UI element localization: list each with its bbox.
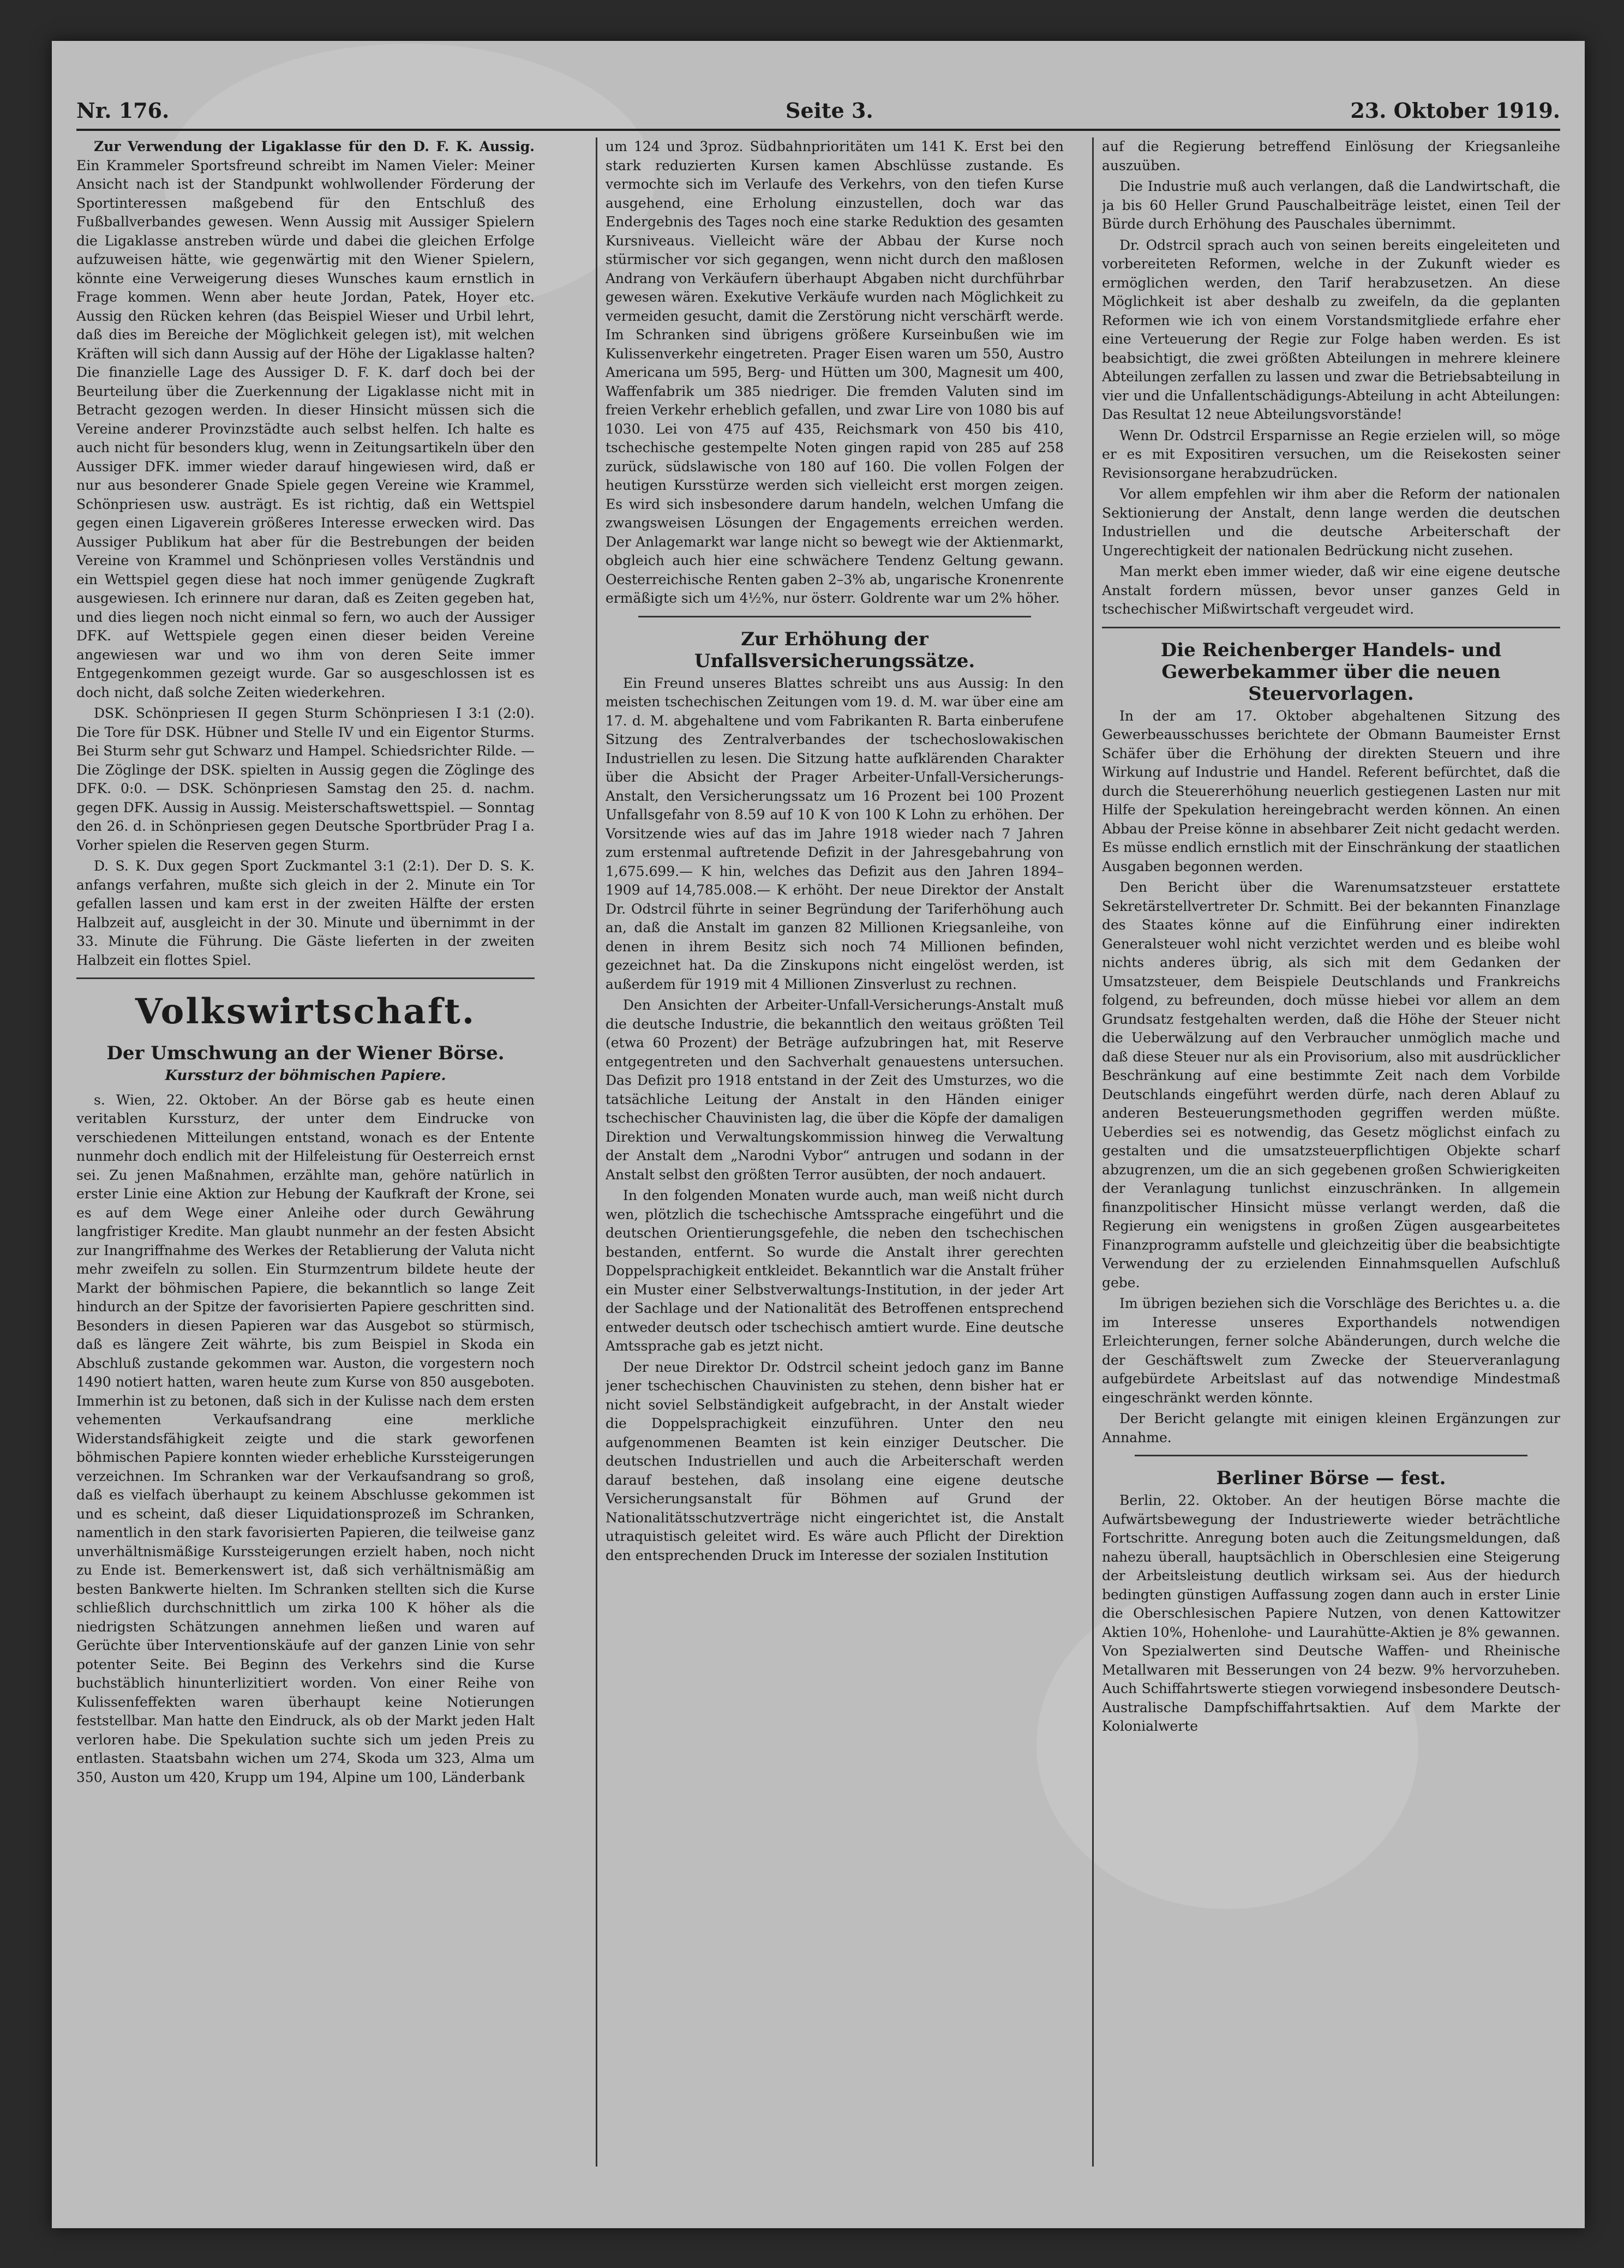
article-rule	[1102, 627, 1560, 628]
article-paragraph: In der am 17. Oktober abgehaltenen Sitzung des Gewerbeausschusses berichtete der Obmann Baumeister Ernst Schäfer über die Erhöhung der direkten Steuern und ihre Wirkung auf Industrie und Handel. Referent befürchtet, daß die durch die Steuererhöhung neuerlich gestiegenen Lasten nur mit Hilfe der Spekulation hereingebracht werden können. An einen Abbau der Preise könne in absehbarer Zeit nicht gedacht werden. Es müsse endlich ernstlich mit der Einschränkung der staatlichen Ausgaben begonnen werden.	[1102, 707, 1560, 874]
article-rule	[638, 616, 1031, 617]
article-paragraph: In den folgenden Monaten wurde auch, man weiß nicht durch wen, plötzlich die tschechische Amtssprache eingeführt und die deutschen Orientierungsgefehle, die neben den tschechischen bestanden, entfernt. So wurde die Anstalt ihrer gerechten Doppelsprachigkeit entkleidet. Bekanntlich war die Anstalt früher ein Muster einer Selbstverwaltungs-Institution, in der jeder Art der Sachlage und der Nationalität des Betroffenen entsprechend entweder deutsch oder tschechisch amtiert wurde. Eine deutsche Amtssprache gab es jetzt nicht.	[606, 1187, 1064, 1354]
article-paragraph: Vor allem empfehlen wir ihm aber die Reform der nationalen Sektionierung der Anstalt, denn lange werden die deutschen Industriellen und die deutsche Arbeiterschaft der Ungerechtigkeit der nationalen Bedrückung nicht zusehen.	[1102, 486, 1560, 559]
article-paragraph: Man merkt eben immer wieder, daß wir eine eigene deutsche Anstalt fordern müssen, bevor unser ganzes Geld in tschechischer Mißwirtschaft vergeudet wird.	[1102, 563, 1560, 617]
column-3	[1102, 137, 1560, 2167]
section-title: Volkswirtschaft.	[135, 991, 476, 1032]
article-paragraph: Ein Freund unseres Blattes schreibt uns aus Aussig: In den meisten tschechischen Zeitungen vom 19. d. M. war über eine am 17. d. M. abgehaltene und vom Fabrikanten R. Barta einberufene Sitzung des Zentralverbandes der tschechoslowakischen Industriellen zu lesen. Die Sitzung hatte aufklärenden Charakter über die Absicht der Prager Arbeiter-Unfall-Versicherungs-Anstalt, den Versicherungssatz um 16 Prozent bei 100 Prozent Unfallsgefahr von 8.59 auf 10 K von 100 K Lohn zu erhöhen. Der Vorsitzende wies auf das im Jahre 1918 wieder nach 7 Jahren zum erstenmal auftretende Defizit in der Jahresgebahrung von 1,675.699.— K hin, welches das Defizit aus den Jahren 1894–1909 auf 14,785.008.— K erhöht. Der neue Direktor der Anstalt Dr. Odstrcil führte in seiner Begründung der Tariferhöhung auch an, daß die Anstalt im ganzen 82 Millionen Kriegsanleihe, von denen in ihrem Besitz sich noch 74 Millionen befinden, gezeichnet hat. Da die Zinskupons nicht eingelöst werden, ist außerdem für 1919 mit 4 Millionen Zinsverlust zu rechnen.	[606, 675, 1064, 992]
article-paragraph: s. Wien, 22. Oktober. An der Börse gab es heute einen veritablen Kurssturz, der unter dem Eindrucke von verschiedenen Mitteilungen entstand, wonach es der Entente nunmehr doch endlich mit der Hilfeleistung für Oesterreich ernst sei. Zu jenen Maßnahmen, erzählte man, gehöre natürlich in erster Linie eine Aktion zur Hebung der Kaufkraft der Krone, sei es auf dem Wege einer Anleihe oder durch Gewährung langfristiger Kredite. Man glaubt nunmehr an der festen Absicht zur Inangriffnahme des Werkes der Retablierung der Valuta nicht mehr zweifeln zu sollen. Ein Sturmzentrum bildete heute der Markt der böhmischen Papiere, die bekanntlich so lange Zeit hindurch an der Spitze der favorisierten Papiere geschritten sind. Besonders in diesen Papieren war das Ausgebot so stürmisch, daß es längere Zeit währte, bis zum Beispiel in Skoda ein Abschluß zustande gekommen war. Auston, die vorgestern noch 1490 notiert hatten, waren heute zum Kurse von 850 ausgeboten. Immerhin ist zu betonen, daß sich in der Kulisse nach dem ersten vehementen Verkaufsandrang eine merkliche Widerstandsfähigkeit zeigte und die stark geworfenen böhmischen Papiere konnten wieder erhebliche Kurssteigerungen verzeichnen. Im Schranken war der Verkaufsandrang so groß, daß es vielfach überhaupt zu keinem Abschlusse gekommen ist und es scheint, daß dieser Liquidationsprozeß im Schranken, namentlich in den stark favorisierten Papieren, die teilweise ganz unverhältnismäßige Kurssteigerungen erzielt haben, noch nicht zu Ende ist. Bemerkenswert ist, daß sich verhältnismäßig am besten Bankwerte hielten. Im Schranken stellten sich die Kurse schließlich durchschnittlich um zirka 100 K höher als die niedrigsten Schätzungen annehmen ließen und waren auf Gerüchte über Interventionskäufe auf der ganzen Linie von sehr potenter Seite. Bei Beginn des Verkehrs sind die Kurse buchstäblich hinunterlizitiert worden. Von einer Reihe von Kulissenfeffekten waren überhaupt keine Notierungen feststellbar. Man hatte den Eindruck, als ob der Markt jeden Halt verloren habe. Die Spekulation suchte sich um jeden Preis zu entlasten. Staatsbahn wichen um 274, Skoda um 323, Alma um 350, Auston um 420, Krupp um 194, Alpine um 100, Länderbank	[76, 1091, 535, 1785]
article-title: Die Reichenberger Handels- und Gewerbekammer über die neuen Steuervorlagen.	[1160, 639, 1502, 705]
article-paragraph: um 124 und 3proz. Südbahnprioritäten um 141 K. Erst bei den stark reduzierten Kursen kamen Abschlüsse zustande. Es vermochte sich im Verlaufe des Verkehrs, von den tiefen Kurse ausgehend, eine Erholung einzustellen, doch war das Endergebnis des Tages noch eine starke Reduktion des gesamten Kursniveaus. Vielleicht wäre der Abbau der Kurse noch stürmischer vor sich gegangen, wenn nicht durch den maßlosen Andrang von Verkäufern überhaupt Abgaben nicht durchführbar gewesen wären. Exekutive Verkäufe wurden nach Möglichkeit zu vermeiden gesucht, damit die Zerstörung nicht verschärft werde. Im Schranken sind übrigens größere Kurseinbußen wie im Kulissenverkehr eingetreten. Prager Eisen waren um 550, Austro Americana um 595, Berg- und Hütten um 300, Magnesit um 400, Waffenfabrik um 385 niedriger. Die fremden Valuten sind im freien Verkehr erheblich gefallen, und zwar Lire von 1080 bis auf 1030. Lei von 475 auf 435, Reichsmark von 450 bis 410, tschechische gestempelte Noten gingen rapid von 285 auf 258 zurück, südslawische von 180 auf 160. Die vollen Folgen der heutigen Kursstürze werden sich vielleicht erst morgen zeigen. Es wird sich insbesondere darum handeln, welchen Umfang die zwangsweisen Lösungen der Engagements erreichen werden. Der Anlagemarkt war lange nicht so bewegt wie der Aktienmarkt, obgleich auch hier eine schwächere Tendenz Geltung gewann. Oesterreichische Renten gaben 2–3% ab, ungarische Kronenrente ermäßigte sich um 4½%, nur österr. Goldrente war um 2% höher.	[606, 139, 1064, 606]
column-divider	[1092, 137, 1094, 2167]
column-2	[606, 137, 1064, 2167]
article-subtitle: Kurssturz der böhmischen Papiere.	[165, 1067, 446, 1084]
article-paragraph: Die Industrie muß auch verlangen, daß die Landwirtschaft, die ja bis 60 Heller Grund Pauschalbeiträge leistet, einen Teil der Bürde durch Erhöhung des Pauschales übernimmt.	[1102, 178, 1560, 232]
article-paragraph: auf die Regierung betreffend Einlösung der Kriegsanleihe auszuüben.	[1102, 139, 1560, 173]
article-paragraph: Den Bericht über die Warenumsatzsteuer erstattete Sekretärstellvertreter Dr. Schmitt. Bei der bekannten Finanzlage des Staates könne auf die Einführung einer indirekten Generalsteuer wohl nicht verzichtet werden und es bleibe wohl nichts anderes übrig, als sich mit dem Gedanken der Umsatzsteuer, dem Beispiele Deutschlands und Frankreichs folgend, zu befreunden, doch müsse hiebei vor allem an dem Grundsatz festgehalten werden, daß die Höhe der Steuer nicht die Ueberwälzung auf den Verbraucher unmöglich mache und daß diese Steuer nur als ein Provisorium, also mit ausdrücklicher Beschränkung auf eine bestimmte Zeit nach dem Vorbilde Deutschlands eingeführt werden dürfe, nach deren Ablauf zu anderen Besteuerungsmethoden gegriffen werden müßte. Ueberdies sei es notwendig, das Gesetz möglichst einfach zu gestalten und die umsatzsteuerpflichtigen Objekte scharf abzugrenzen, um die an sich gegebenen großen Schwierigkeiten der Veranlagung tunlichst einzuschränken. In allgemein finanzpolitischer Hinsicht müsse verlangt werden, daß die Regierung ein wenigstens in großen Zügen ausgearbeitetes Finanzprogramm aufstelle und gleichzeitig über die beabsichtigte Verwendung der zu erzielenden Einnahmsquellen Aufschluß gebe.	[1102, 879, 1560, 1291]
sport-result: DSK. Schönpriesen II gegen Sturm Schönpriesen I 3:1 (2:0). Die Tore für DSK. Hübner und Stelle IV und ein Eigentor Sturms. Bei Sturm sehr gut Schwarz und Hampel. Schiedsrichter Rilde. — Die Zöglinge der DSK. spielten in Aussig gegen die Zöglinge des DFK. 0:0. — DSK. Schönpriesen Samstag den 25. d. nachm. gegen DFK. Aussig in Aussig. Meisterschaftswettspiel. — Sonntag den 26. d. in Schönpriesen gegen Deutsche Sportbrüder Prag I a. Vorher spielen die Reserven gegen Sturm.	[76, 705, 535, 853]
article-title: Zur Erhöhung der Unfallsversicherungssätze.	[694, 628, 975, 672]
column-divider	[596, 137, 597, 2167]
article-paragraph: Der neue Direktor Dr. Odstrcil scheint jedoch ganz im Banne jener tschechischen Chauvinisten zu stehen, denn bisher hat er nicht soviel Selbständigkeit aufgebracht, in der Anstalt wieder die Doppelsprachigkeit einzuführen. Unter den neu aufgenommenen Beamten ist kein einziger Deutscher. Die deutschen Industriellen und auch die Arbeiterschaft werden darauf bestehen, daß insolang eine eigene deutsche Versicherungsanstalt für Böhmen auf Grund der Nationalitätsschutzverträge nicht eingerichtet ist, die Anstalt utraquistisch geleitet wird. Es wäre auch Pflicht der Direktion den entsprechenden Druck im Interesse der sozialen Institution	[606, 1359, 1064, 1563]
section-rule	[76, 977, 535, 979]
page-number: Seite 3.	[786, 98, 873, 123]
article-title: Berliner Börse — fest.	[1216, 1467, 1446, 1489]
issue-date: 23. Oktober 1919.	[1350, 98, 1560, 123]
article-paragraph: Der Bericht gelangte mit einigen kleinen Ergänzungen zur Annahme.	[1102, 1411, 1560, 1445]
sport-result: D. S. K. Dux gegen Sport Zuckmantel 3:1 (2:1). Der D. S. K. anfangs verfahren, mußte sich gleich in der 2. Minute ein Tor gefallen lassen und kam erst in der zweiten Hälfte der ersten Halbzeit auf, ausgleicht in der 30. Minute und übernimmt in der 33. Minute die Führung. Die Gäste lieferten in der zweiten Halbzeit ein flottes Spiel.	[76, 858, 535, 968]
article-paragraph: Den Ansichten der Arbeiter-Unfall-Versicherungs-Anstalt muß die deutsche Industrie, die bekanntlich den weitaus größten Teil (etwa 60 Prozent) der Beträge aufzubringen hat, mit Reserve entgegentreten und den Sachverhalt genauestens untersuchen. Das Defizit pro 1918 entstand in der Zeit des Umsturzes, wo die tatsächliche Leitung der Anstalt in den Händen einiger tschechischer Chauvinisten lag, die über die Köpfe der damaligen Direktion und Verwaltungskommission hinweg die Verwaltung der Anstalt dem „Narodni Vybor“ antrugen und sodann in der Anstalt selbst den größten Terror ausübten, der noch andauert.	[606, 997, 1064, 1183]
article-paragraph: Im übrigen beziehen sich die Vorschläge des Berichtes u. a. die im Interesse unseres Exporthandels notwendigen Erleichterungen, ferner solche Abänderungen, durch welche die der Geschäftswelt zum Zwecke der Steuerveranlagung aufgebürdete Arbeitslast auf das notwendige Mindestmaß eingeschränkt werden könnte.	[1102, 1295, 1560, 1406]
header-rule	[76, 129, 1560, 131]
article-paragraph: Berlin, 22. Oktober. An der heutigen Börse machte die Aufwärtsbewegung der Industriewerte wieder beträchtliche Fortschritte. Anregung boten auch die Zeitungsmeldungen, daß nahezu überall, hauptsächlich in Oberschlesien eine Steigerung der Arbeitsleistung deutlich wirksam sei. Aus der hiedurch bedingten günstigen Auffassung zogen dann auch in erster Linie die Oberschlesischen Papiere Nutzen, von denen Kattowitzer Aktien 10%, Hohenlohe- und Laurahütte-Aktien je 8% gewannen. Von Spezialwerten sind Deutsche Waffen- und Rheinische Metallwaren mit Besserungen von 24 bezw. 9% hervorzuheben. Auch Schiffahrtswerte stiegen vorwiegend insbesondere Deutsch-Australische Dampfschiffahrtsaktien. Auf dem Markte der Kolonialwerte	[1102, 1492, 1560, 1734]
sport-lead: Zur Verwendung der Ligaklasse für den D. F. K. Aussig.	[94, 139, 535, 154]
article-rule	[1135, 1455, 1527, 1456]
sport-body: Ein Krammeler Sportsfreund schreibt im Namen Vieler: Meiner Ansicht nach ist der Standpunkt wohlwollender Förderung der Sportinteressen maßgebend für den Entschluß des Fußballverbandes gewesen. Wenn Aussig mit Aussiger Spielern die Ligaklasse anstreben würde und dabei die gleichen Erfolge aufzuweisen hätte, wie gegenwärtig mit den Wiener Spielern, könnte eine Verweigerung dieses Wunsches kaum ernstlich in Frage kommen. Wenn aber heute Jordan, Patek, Hoyer etc. Aussig den Rücken kehren (das Beispiel Wieser und Urbil lehrt, daß dies im Bereiche der Möglichkeit gelegen ist), mit welchen Kräften will sich dann Aussig auf der Höhe der Ligaklasse halten? Die finanzielle Lage des Aussiger D. F. K. darf doch bei der Beurteilung über die Zuerkennung der Ligaklasse nicht mit in Betracht gezogen werden. In dieser Hinsicht müssen sich die Vereine anderer Provinzstädte auch selbst helfen. Ich halte es auch nicht für besonders klug, wenn in Zeitungsartikeln über den Aussiger DFK. immer wieder darauf hingewiesen wird, daß er nur aus besonderer Gnade Spiele gegen Vereine wie Krammel, Schönpriesen usw. austrägt. Es ist richtig, daß ein Wettspiel gegen einen Ligaverein größeres Interesse erwecken wird. Das Aussiger Publikum hat aber für die Bestrebungen der beiden Vereine von Krammel und Schönpriesen volles Verständnis und ein Wettspiel gegen diese hat noch immer genügende Zugkraft ausgewiesen. Ich erinnere nur daran, daß es Zeiten gegeben hat, und dies liegen noch nicht einmal so fern, wo auch der Aussiger DFK. auf Wettspiele gegen einen dieser beiden Vereine angewiesen war und wo ihm von deren Seite immer Entgegenkommen gezeigt wurde. Gar so ausgeschlossen ist es doch nicht, daß solche Zeiten wiederkehren.	[76, 157, 535, 700]
article-title: Der Umschwung an der Wiener Börse.	[106, 1042, 505, 1064]
article-paragraph: Dr. Odstrcil sprach auch von seinen bereits eingeleiteten und vorbereiteten Reformen, welche in der Zukunft wieder es ermöglichen werden, den Tarif herabzusetzen. An diese Möglichkeit ist aber deshalb zu zweifeln, da die geplanten Reformen wie ich von einem Vorstandsmitgliede erfahre eher eine Verteuerung der Regie zur Folge haben werden. Es ist beabsichtigt, die zwei größten Abteilungen in mehrere kleinere Abteilungen zerfallen zu lassen und zwar die Betriebsabteilung in vier und die Unfallentschädigungs-Abteilung in acht Abteilungen: Das Resultat 12 neue Abteilungsvorstände!	[1102, 237, 1560, 422]
page-header	[76, 98, 1560, 125]
column-1	[76, 137, 535, 2167]
issue-number: Nr. 176.	[76, 98, 170, 123]
article-paragraph: Wenn Dr. Odstrcil Ersparnisse an Regie erzielen will, so möge er es mit Expositiren versuchen, um die Reisekosten seiner Revisionsorgane herabzudrücken.	[1102, 427, 1560, 481]
